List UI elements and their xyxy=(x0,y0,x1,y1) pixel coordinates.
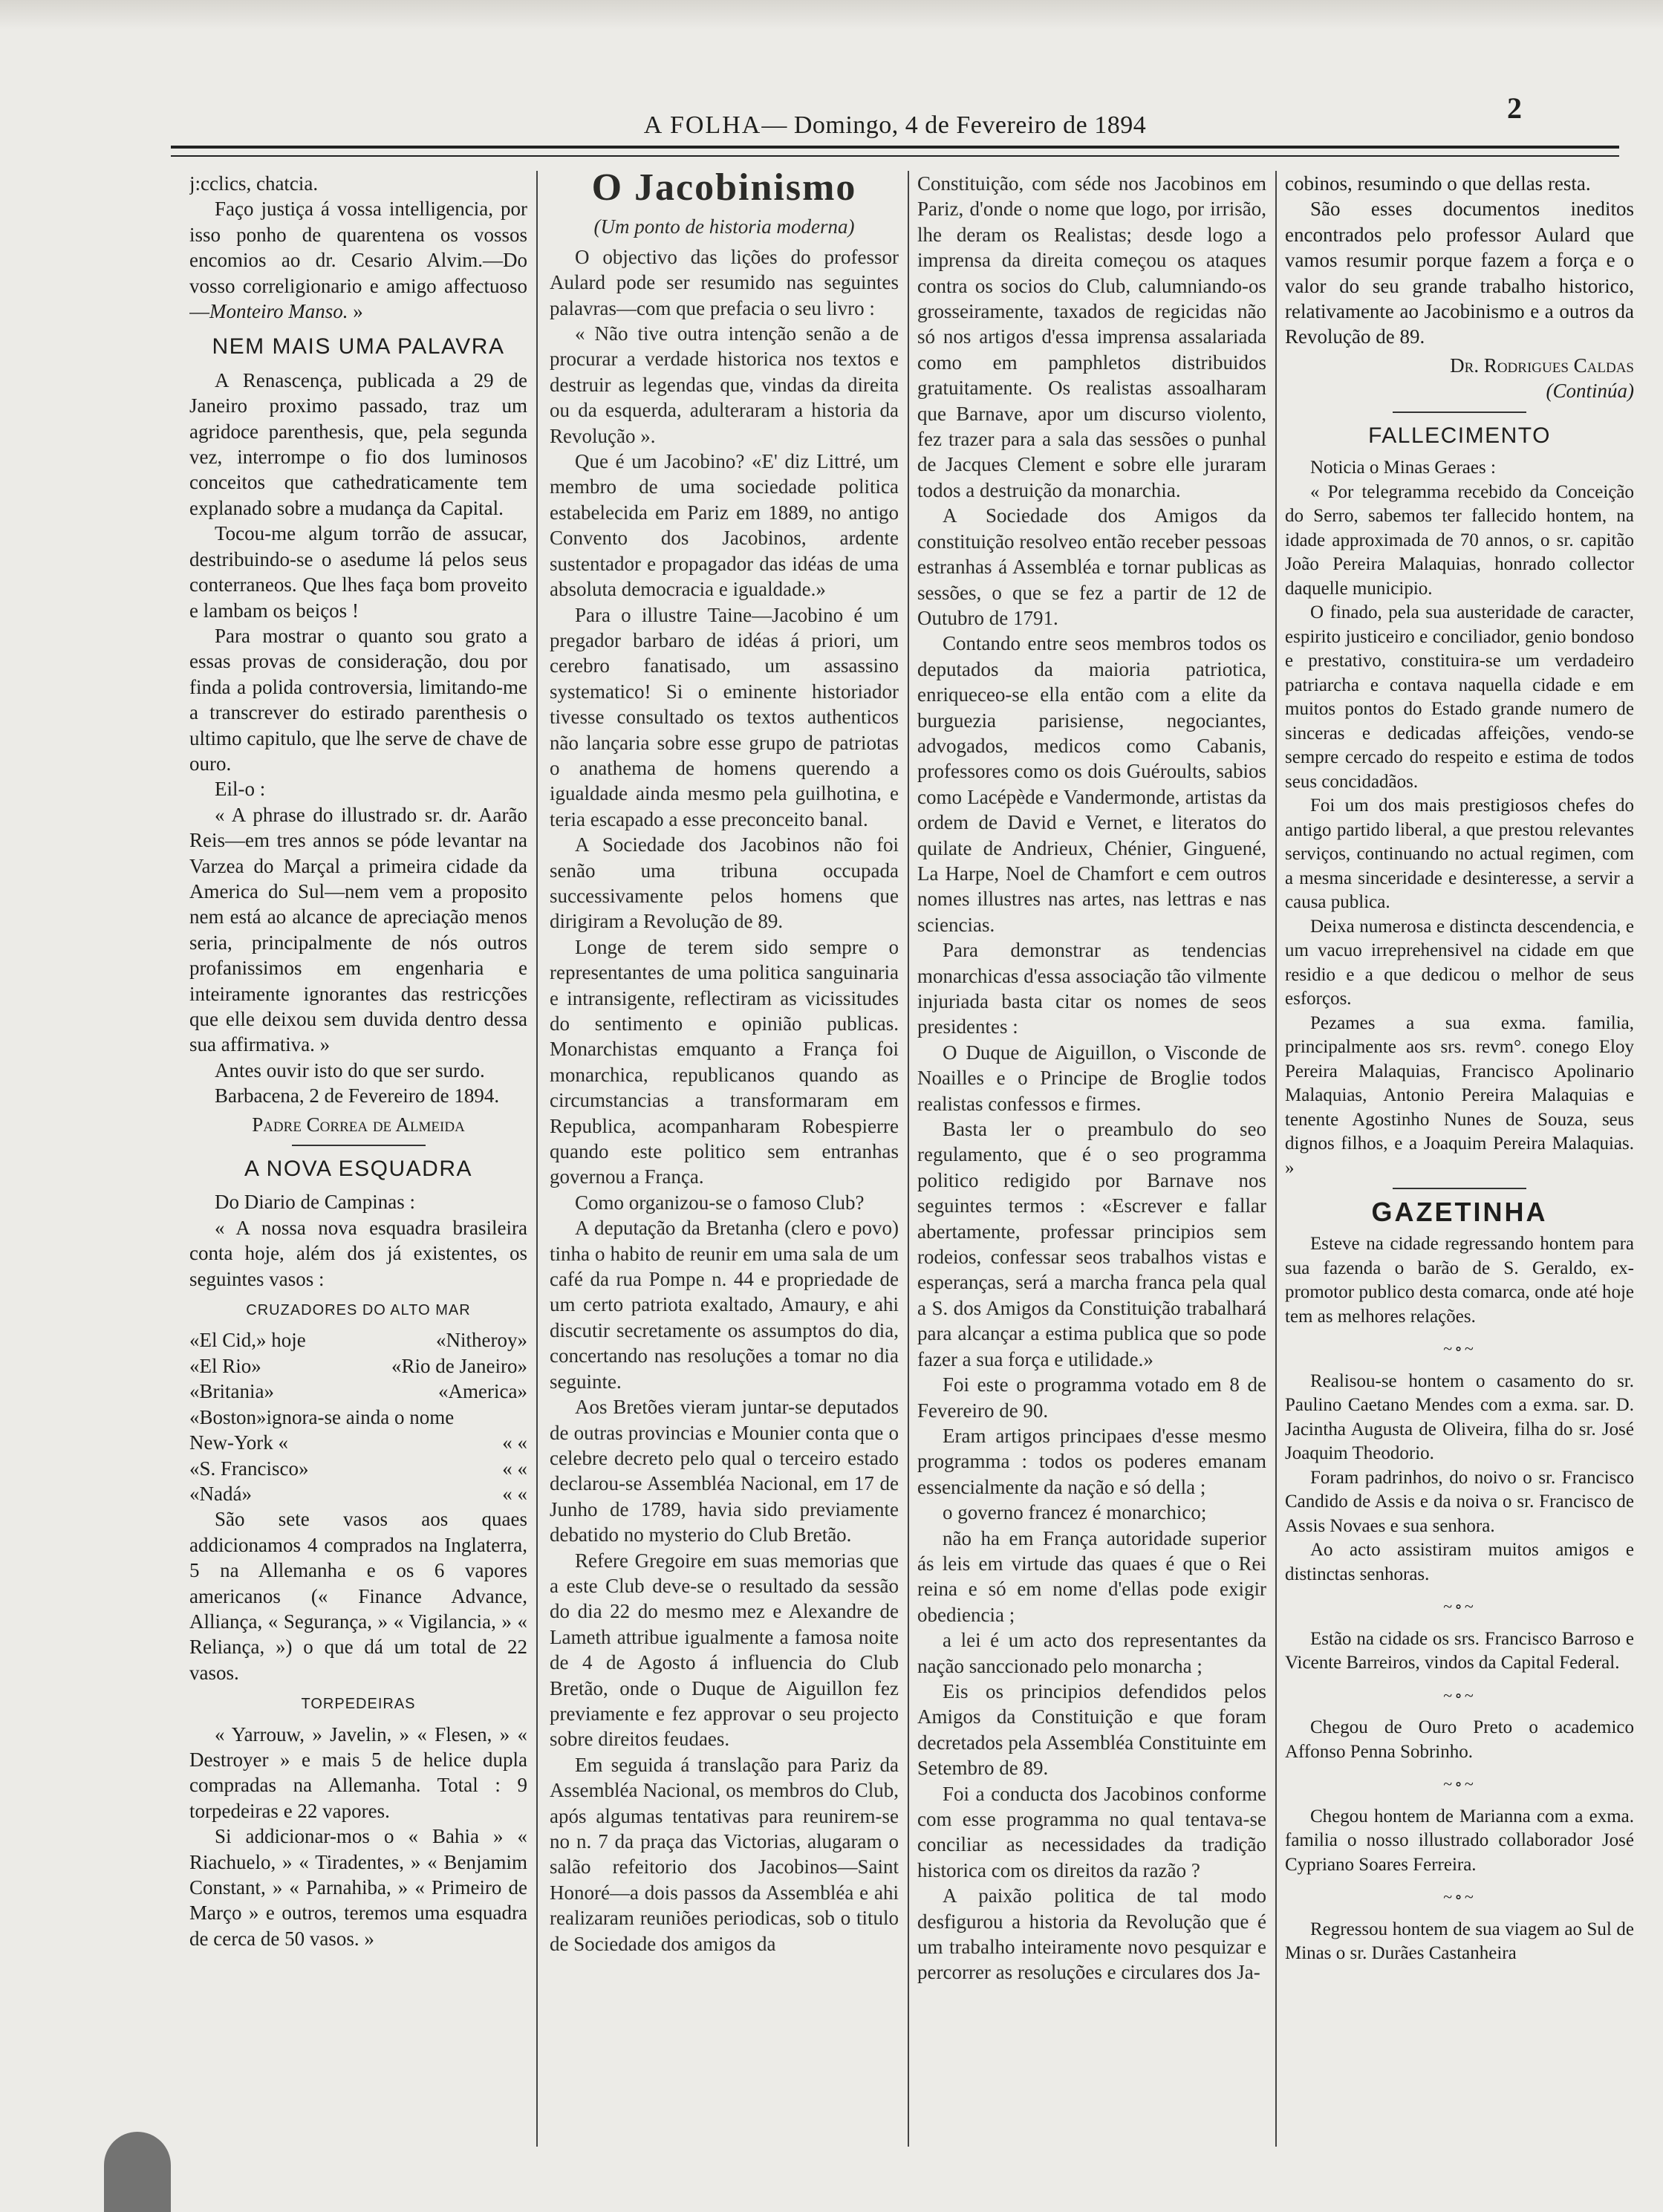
paragraph: A Renascença, publicada a 29 de Janeiro proximo passado, traz um agridoce parenthesis, que, pela segunda vez, interrompe o fio dos luminosos conceitos que cathedraticamente tem explanado sobre a mudança da Capital. xyxy=(189,368,527,519)
paragraph: Contando entre seos membros todos os deputados da maioria patriotica, enriqueceo-se ella então com a elite da burguezia parisiense, negociantes, advogados, medicos como Cabanis, professores como os dois Guéroults, sabios como Lacépède e Vandermonde, artistas da ordem de David e Vernet, e literatos do quilate de Andrieux, Chénier, Ginguené, La Harpe, Noel de Chamfort e cem outros nomes illustres nas artes, nas lettras e nas sciencias. xyxy=(917,632,1266,936)
news-item: Ao acto assistiram muitos amigos e distinctas senhoras. xyxy=(1285,1540,1634,1584)
column-2 xyxy=(550,171,899,2191)
article-heading: NEM MAIS UMA PALAVRA xyxy=(212,334,505,360)
list-item xyxy=(189,1405,527,1430)
ship-new-name: « « xyxy=(502,1482,527,1505)
ornament-divider: ~∘~ xyxy=(1443,1887,1476,1907)
ship-new-name: «Rio de Janeiro» xyxy=(391,1354,527,1377)
paragraph: Tocou-me algum torrão de assucar, destribuindo-se o asedume lá pelos seus conterraneos. Que lhes faça bom proveito e lambam os beiços ! xyxy=(189,522,527,622)
paragraph: Antes ouvir isto do que ser surdo. xyxy=(215,1058,485,1081)
paragraph: Em seguida á translação para Pariz da Assembléa Nacional, os membros do Club, após algumas tentativas para reunirem-se no n. 7 da praça das Victorias, alugaram o salão refeitorio dos Jacobinos—Saint Honoré—a dois passos da Assembléa e ahi realizaram reuniões periodicas, sob o titulo de Sociedade dos amigos da xyxy=(550,1753,899,1955)
letter-signature: Monteiro Manso. xyxy=(209,300,348,323)
column-3 xyxy=(917,171,1266,2191)
dateline: — Domingo, 4 de Fevereiro de 1894 xyxy=(761,111,1147,139)
masthead-rule xyxy=(171,146,1619,157)
masthead xyxy=(171,111,1619,140)
paragraph: Eis os principios defendidos pelos Amigos da Constituição e que foram decretados pela Assembléa Constituinte em Setembro de 89. xyxy=(917,1679,1266,1780)
article-heading: FALLECIMENTO xyxy=(1368,423,1551,448)
column-1 xyxy=(189,171,527,2191)
paragraph: São sete vasos aos quaes addicionamos 4 comprados na Inglaterra, 5 na Allemanha e os 6 vapores americanos (« Finance Advance, Alliança, « Segurança, » « Vigilancia, » « Reliança, ») o que dá um total de 22 vasos. xyxy=(189,1508,527,1684)
page-number: 2 xyxy=(1507,91,1522,125)
news-item: Realisou-se hontem o casamento do sr. Paulino Caetano Mendes com a exma. sar. D. Jacintha Augusta de Oliveira, filha do sr. José Joaquim Theodorio. xyxy=(1285,1370,1634,1464)
ship-new-name: « « xyxy=(502,1457,527,1480)
ornament-divider: ~∘~ xyxy=(1443,1685,1476,1705)
news-item: Chegou hontem de Marianna com a exma. familia o nosso illustrado collaborador José Cypriano Soares Ferreira. xyxy=(1285,1806,1634,1875)
ship-name: New-York « xyxy=(189,1431,289,1454)
paragraph: « Por telegramma recebido da Conceição do Serro, sabemos ter fallecido hontem, na idade approximada de 70 annos, o sr. capitão João Pereira Malaquias, honrado collector daquelle municipio. xyxy=(1285,481,1634,599)
list-item xyxy=(189,1379,527,1404)
ornament-divider: ~∘~ xyxy=(1443,1339,1476,1359)
column-4 xyxy=(1285,171,1634,2191)
paragraph: Longe de terem sido sempre o representantes de uma politica sanguinaria e intransigente, reflectiram as vicissitudes do sentimento e opinião publicas. Monarchistas emquanto a França foi monarchica, republicanos quando as circumstancias a transformaram em Republica, acompanharam Robespierre quando este politico sem entranhas governou a França. xyxy=(550,935,899,1188)
news-item: Esteve na cidade regressando hontem para sua fazenda o barão de S. Geraldo, ex-promotor publico desta comarca, onde até hoje tem as melhores relações. xyxy=(1285,1234,1634,1327)
paragraph: A deputação da Bretanha (clero e povo) tinha o habito de reunir em uma sala de um café da rua Pompe n. 44 e propriedade de um certo patriota exaltado, Amaury, e ahi discutir secretamente os assumptos do dia, concertando nas resoluções a tomar no dia seguinte. xyxy=(550,1217,899,1393)
paragraph: Pezames a sua exma. familia, principalmente aos srs. revm°. conego Eloy Pereira Malaquias, Francisco Apolinario Malaquias, Antonio Pereira Malaquias e tenente Agostinho Nunes de Souza, seus dignos filhos, e a Joaquim Pereira Malaquias. » xyxy=(1285,1012,1634,1178)
page-edge xyxy=(0,0,1663,30)
paragraph: Eram artigos principaes d'esse mesmo programma : todos os poderes emanam essencialmente da nação e só della ; xyxy=(917,1424,1266,1498)
paragraph: São esses documentos ineditos encontrados pelo professor Aulard que vamos resumir porque fazem a força e o valor do seu grande trabalho historico, relativamente ao Jacobinismo e a outros da Revolução de 89. xyxy=(1285,198,1634,348)
paragraph: Si addicionar-mos o « Bahia » « Riachuelo, » « Tiradentes, » « Benjamim Constant, » « Parnahiba, » « Primeiro de Março » e outros, teremos uma esquadra de cerca de 50 vasos. » xyxy=(189,1825,527,1950)
paragraph: Para o illustre Taine—Jacobino é um pregador barbaro de idéas á priori, um cerebro fanatisado, um assassino systematico! Si o eminente historiador tivesse consultado os textos authenticos não lançaria sobre esse grupo de patriotas o anathema de homens querendo a igualdade ainda mesmo pela guilhotina, e teria escapado a esse preconceito banal. xyxy=(550,603,899,830)
article-heading: A NOVA ESQUADRA xyxy=(244,1157,473,1182)
paragraph: Eil-o : xyxy=(215,778,266,801)
list-item xyxy=(189,1353,527,1379)
binding-hole xyxy=(104,2132,171,2212)
paragraph: « A phrase do illustrado sr. dr. Aarão Reis—em tres annos se póde levantar na Varzea do Marçal a primeira cidade da America do Sul—nem vem a proposito nem está ao alcance de apreciação menos seria, principalmente de nós outros profanissimos em engenharia e inteiramente ignorantes das restricções que elle deixou sem duvida dentro dessa sua affirmativa. » xyxy=(189,803,527,1056)
paragraph: Para demonstrar as tendencias monarchicas d'essa associação tão vilmente injuriada basta citar os nomes de seos presidentes : xyxy=(917,939,1266,1038)
article-subtitle: (Um ponto de historia moderna) xyxy=(593,215,855,238)
paragraph: Noticia o Minas Geraes : xyxy=(1310,458,1496,478)
ship-list xyxy=(189,1327,527,1506)
list-heading: CRUZADORES DO ALTO MAR xyxy=(246,1302,471,1319)
ship-name: «Britania» xyxy=(189,1380,274,1403)
paragraph: Como organizou-se o famoso Club? xyxy=(575,1191,865,1214)
paragraph: Deixa numerosa e distincta descendencia, e um vacuo irreprehensivel na cidade em que residio e a que dedicou o melhor de seus esforços. xyxy=(1285,916,1634,1009)
ship-name: «El Cid,» hoje xyxy=(189,1329,306,1352)
paragraph: Constituição, com séde nos Jacobinos em Pariz, d'onde o nome que logo, por irrisão, lhe deram os Realistas; desde logo a imprensa da direita começou os ataques contra os socios do Club, calumniando-os grosseiramente, taxados de regicidas não só nos artigos d'essa imprensa assalariada como em pamphletos distribuidos gratuitamente. Os realistas assoalharam que Barnave, apor um discurso violento, fez trazer para a sala das sessões o punhal de Jacques Clement e sobre elle juraram todos a destruição da monarchia. xyxy=(917,172,1266,501)
paragraph: Para mostrar o quanto sou grato a essas provas de consideração, dou por finda a polida controversia, limitando-me a transcrever do estirado parenthesis o ultimo capitulo, que lhe serve de chave de ouro. xyxy=(189,624,527,775)
paragraph: « Não tive outra intenção senão a de procurar a verdade historica nos textos e destruir as legendas que, vindas da direita ou da esquerda, adulteraram a historia da Revolução ». xyxy=(550,322,899,447)
divider xyxy=(1393,1188,1526,1189)
ship-name: «Nadá» xyxy=(189,1482,252,1505)
paragraph: A Sociedade dos Jacobinos não foi senão uma tribuna occupada successivamente pelos homens que dirigiram a Revolução de 89. xyxy=(550,833,899,933)
list-item xyxy=(189,1481,527,1506)
news-item: Regressou hontem de sua viagem ao Sul de Minas o sr. Durães Castanheira xyxy=(1285,1919,1634,1963)
paragraph: a lei é um acto dos representantes da nação sanccionado pelo monarcha ; xyxy=(917,1629,1266,1677)
paragraph: A paixão politica de tal modo desfigurou a historia da Revolução que é um trabalho inteiramente novo pesquizar e percorrer as resoluções e circulares dos Ja- xyxy=(917,1884,1266,1984)
paragraph: Que é um Jacobino? «E' diz Littré, um membro de uma sociedade politica estabelecida em Pariz em 1889, no antigo Convento dos Jacobinos, ardente sustentador e propagador das idéas de uma absoluta democracia e igualdade.» xyxy=(550,450,899,601)
paragraph: o governo francez é monarchico; xyxy=(943,1501,1207,1524)
paragraph: O objectivo das lições do professor Aulard pode ser resumido nas seguintes palavras—com que prefacia o seu livro : xyxy=(550,245,899,319)
list-item xyxy=(189,1430,527,1455)
ship-new-name: «Nitheroy» xyxy=(436,1329,527,1352)
paragraph: A Sociedade dos Amigos da constituição resolveo então receber pessoas estranhas á Assembléa e tornar publicas as sessões, o que se fez a partir de 12 de Outubro de 1791. xyxy=(917,504,1266,629)
news-item: Foram padrinhos, do noivo o sr. Francisco Candido de Assis e da noiva o sr. Francisco de Assis Novaes e sua senhora. xyxy=(1285,1467,1634,1536)
news-item: Estão na cidade os srs. Francisco Barroso e Vicente Barreiros, vindos da Capital Federal. xyxy=(1285,1628,1634,1673)
news-item: Chegou de Ouro Preto o academico Affonso Penna Sobrinho. xyxy=(1285,1717,1634,1762)
author-signature: Dr. Rodrigues Caldas xyxy=(1450,354,1634,377)
ship-name: «Boston»ignora-se ainda o nome xyxy=(189,1405,455,1428)
ship-new-name: « « xyxy=(502,1431,527,1454)
divider xyxy=(292,1145,426,1146)
paragraph: Foi a conducta dos Jacobinos conforme com esse programma no qual tentava-se conciliar as necessidades da tradição historica com os direitos da razão ? xyxy=(917,1782,1266,1881)
ship-new-name: «America» xyxy=(438,1380,527,1403)
paragraph: Do Diario de Campinas : xyxy=(215,1191,415,1214)
paragraph: Aos Bretões vieram juntar-se deputados de outras provincias e Mounier conta que o celebre decreto pelo qual o terceiro estado declarou-se Assembléa Nacional, em 17 de Junho de 1789, havia sido previamente debatido no mysterio do Club Bretão. xyxy=(550,1396,899,1546)
paragraph: Foi um dos mais prestigiosos chefes do antigo partido liberal, a que prestou relevantes serviços, continuando no actual regimen, com a mesma sinceridade e desinteresse, a servir a causa publica. xyxy=(1285,796,1634,913)
article-heading: GAZETINHA xyxy=(1371,1197,1548,1228)
ship-name: «El Rio» xyxy=(189,1354,261,1377)
ornament-divider: ~∘~ xyxy=(1443,1775,1476,1794)
paragraph: Refere Gregoire em suas memorias que a este Club deve-se o resultado da sessão do dia 22 do mesmo mez e Alexandre de Lameth attribue igualmente a famosa noite de 4 de Agosto á influencia do Club Bretão, onde o Duque de Aiguillon fez previamente e fez approvar o seu projecto sobre direitos feudaes. xyxy=(550,1549,899,1751)
ornament-divider: ~∘~ xyxy=(1443,1597,1476,1616)
newspaper-title: A FOLHA xyxy=(643,111,762,139)
divider xyxy=(1393,412,1526,413)
column-rule xyxy=(536,171,538,2147)
paragraph: Basta ler o preambulo do seo regulamento, que é o seo programma politico redigido por Barnave nos seguintes termos : «Escrever e fallar abertamente, professar principios sem rodeios, confessar seos trabalhos vistas e esperanças, será a marcha franca pela qual a S. dos Amigos da Constituição trabalhará para alcançar a estima publica que so pode fazer a sua força e utilidade.» xyxy=(917,1118,1266,1370)
ship-name: «S. Francisco» xyxy=(189,1457,309,1480)
paragraph: não ha em França autoridade superior ás leis em virtude das quaes é que o Rei reina e só em nome d'ellas pode exigir obediencia ; xyxy=(917,1526,1266,1626)
article-title: O Jacobinismo xyxy=(591,171,857,209)
paragraph: « A nossa nova esquadra brasileira conta hoje, além dos já existentes, os seguintes vasos : xyxy=(189,1216,527,1290)
column-rule xyxy=(908,171,909,2147)
paragraph: Barbacena, 2 de Fevereiro de 1894. xyxy=(215,1084,500,1107)
list-item xyxy=(189,1456,527,1481)
list-heading: TORPEDEIRAS xyxy=(301,1696,416,1713)
paragraph: Faço justiça á vossa intelligencia, por isso ponho de quarentena os vossos encomios ao dr. Cesario Alvim.—Do vosso correligionario e amigo affectuoso—Monteiro Manso. » xyxy=(189,198,527,323)
paragraph: Foi este o programma votado em 8 de Fevereiro de 90. xyxy=(917,1373,1266,1422)
list-item xyxy=(189,1327,527,1353)
paragraph: « Yarrouw, » Javelin, » « Flesen, » « Destroyer » e mais 5 de helice dupla compradas na Allemanha. Total : 9 torpedeiras e 22 vapores. xyxy=(189,1723,527,1822)
paragraph: O finado, pela sua austeridade de caracter, espirito justiceiro e conciliador, genio bondoso e prestativo, constituira-se um verdadeiro patriarcha e contava naquella cidade e em muitos pontos do Estado grande numero de sinceras e dedicadas affeições, vendo-se sempre cercado do respeito e estima de todos seus concidadãos. xyxy=(1285,602,1634,792)
paragraph: cobinos, resumindo o que dellas resta. xyxy=(1285,172,1591,195)
paragraph-text: Faço justiça á vossa intelligencia, por isso ponho de quarentena os vossos encomios ao dr. Cesario Alvim.—Do vosso correligionario e amigo affectuoso— xyxy=(189,198,527,323)
paragraph: O Duque de Aiguillon, o Visconde de Noailles e o Principe de Broglie todos realistas confessos e firmes. xyxy=(917,1041,1266,1115)
column-rule xyxy=(1275,171,1277,2147)
paragraph: j:cclics, chatcia. xyxy=(189,172,319,195)
author-signature: Padre Correa de Almeida xyxy=(252,1113,465,1136)
continued-note: (Continúa) xyxy=(1546,380,1634,403)
